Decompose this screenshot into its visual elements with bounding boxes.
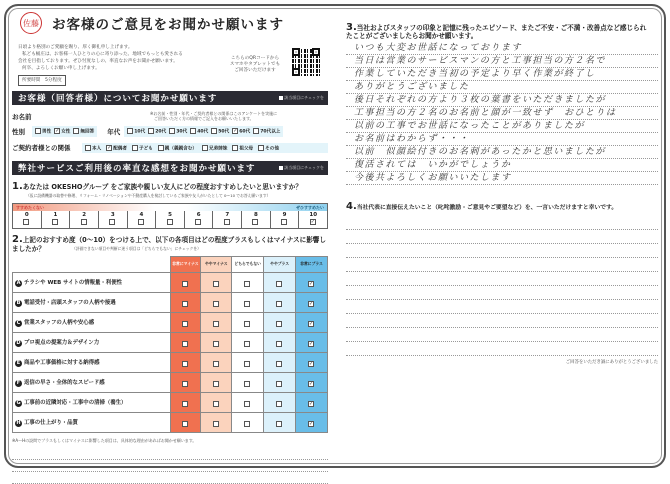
table-row xyxy=(13,293,328,313)
checkbox-checked[interactable]: ✓ xyxy=(233,128,238,134)
row-label-text: 工事前の近隣対応・工事中の清掃（養生） xyxy=(24,400,127,406)
letter-badge-icon: C xyxy=(16,320,21,326)
scale-option-5[interactable] xyxy=(155,211,184,228)
q4-answer[interactable] xyxy=(346,216,658,356)
cell[interactable] xyxy=(201,273,232,293)
scale-option-4[interactable] xyxy=(127,211,156,228)
letter-badge-icon: H xyxy=(16,420,21,426)
gender-option-male[interactable] xyxy=(35,128,51,135)
age-option[interactable] xyxy=(190,128,208,135)
letter-badge-icon: A xyxy=(16,280,21,286)
column-very-positive: 非常にプラス xyxy=(296,257,328,273)
answer-line[interactable] xyxy=(346,258,658,272)
page-title: お客様のご意見をお聞かせ願います xyxy=(52,17,284,33)
checkbox-checked[interactable]: ✓ xyxy=(309,360,314,367)
checkbox[interactable] xyxy=(276,281,282,287)
checkbox-checked[interactable]: ✓ xyxy=(309,280,314,287)
checkbox[interactable] xyxy=(109,219,115,225)
option-label: 20代 xyxy=(155,129,167,135)
scale-number: 2 xyxy=(82,212,87,218)
table-row xyxy=(13,393,328,413)
answer-line[interactable] xyxy=(346,300,658,314)
qr-finder xyxy=(292,68,300,76)
check-note-text: 該当項目にチェックを xyxy=(284,165,324,170)
checkbox[interactable] xyxy=(211,128,217,134)
scale-number: 10 xyxy=(309,212,318,218)
checkbox[interactable] xyxy=(213,401,219,407)
check-note xyxy=(279,95,324,101)
question-number: 1. xyxy=(12,181,23,192)
row-label xyxy=(13,413,171,433)
age-option[interactable] xyxy=(211,128,229,135)
option-label: 30代 xyxy=(176,129,188,135)
handwritten-line: 工事担当の方２名のお名前と顔が一致せず おひとりは xyxy=(346,107,658,120)
table-header-row xyxy=(13,257,328,273)
question-text: 当社およびスタッフの印象と記憶に残ったエピソード、またご不安・ご不満・改善点など感じられたことがございましたらお聞かせ願います。 xyxy=(346,24,647,40)
option-label: 70代以上 xyxy=(260,129,281,135)
letter-badge-icon: D xyxy=(16,340,21,346)
handwritten-line: いつも大変お世話になっております xyxy=(346,42,658,55)
checkbox[interactable] xyxy=(244,321,250,327)
question-text: 当社代表に直接伝えたいこと（叱咤激励・ご意見やご要望など）を、一言いただけますと幸いです。 xyxy=(356,205,618,211)
checkbox[interactable] xyxy=(182,361,188,367)
cell[interactable] xyxy=(264,393,296,413)
row-label xyxy=(13,373,171,393)
cell[interactable] xyxy=(296,413,328,433)
handwritten-line: 以前の工事でお世話になったことがありましたが xyxy=(346,120,658,133)
scale-number: 4 xyxy=(139,212,144,218)
scale-option-10[interactable] xyxy=(298,211,327,228)
checkbox[interactable] xyxy=(224,219,230,225)
relation-row xyxy=(12,143,328,154)
qr-finder xyxy=(312,48,320,56)
relation-option[interactable] xyxy=(232,145,253,152)
answer-line[interactable] xyxy=(12,472,328,484)
row-label-text: プロ視点の提案力＆デザイン力 xyxy=(24,340,100,346)
answer-line[interactable] xyxy=(346,244,658,258)
question-number: 4. xyxy=(346,201,357,212)
answer-line[interactable] xyxy=(12,448,328,460)
cell[interactable] xyxy=(296,293,328,313)
section-title: 弊社サービスご利用後の率直な感想をお聞かせ願います xyxy=(18,164,256,174)
cell[interactable] xyxy=(232,293,264,313)
left-column xyxy=(12,8,328,484)
checkbox-checked[interactable]: ✓ xyxy=(55,128,60,134)
row-label xyxy=(13,313,171,333)
checkbox[interactable] xyxy=(190,128,196,134)
table-row xyxy=(13,353,328,373)
option-label: 配偶者 xyxy=(113,146,127,151)
survey-header xyxy=(12,8,328,38)
relation-option[interactable] xyxy=(258,145,279,152)
checkbox[interactable] xyxy=(182,401,188,407)
checkbox[interactable] xyxy=(23,219,29,225)
checkbox-checked[interactable]: ✓ xyxy=(309,400,314,407)
checkbox-checked[interactable]: ✓ xyxy=(309,380,314,387)
checkbox[interactable] xyxy=(182,421,188,427)
cell[interactable] xyxy=(232,353,264,373)
name-note-line: ※お名前・性別・年代・ご契約者様との関係はこのアンケートを実施に xyxy=(150,111,278,116)
relation-label: ご契約者様との関係 xyxy=(12,144,71,153)
age-option[interactable] xyxy=(253,128,280,135)
letter-badge-icon: F xyxy=(16,380,21,386)
cell[interactable] xyxy=(170,393,201,413)
checkbox[interactable] xyxy=(244,341,250,347)
option-label: その他 xyxy=(265,146,279,151)
cell[interactable] xyxy=(232,413,264,433)
letter-badge-icon: B xyxy=(16,300,21,306)
checkbox[interactable] xyxy=(132,145,138,151)
intro-line: 日頃より格別のご愛顧を賜り、厚く御礼申し上げます。 xyxy=(18,45,133,50)
cell[interactable] xyxy=(264,413,296,433)
cell[interactable] xyxy=(264,353,296,373)
cell[interactable] xyxy=(170,313,201,333)
cell[interactable] xyxy=(170,353,201,373)
scale-option-0[interactable] xyxy=(13,211,41,228)
scale-number: 9 xyxy=(282,212,287,218)
checkbox[interactable] xyxy=(158,145,164,151)
question-text: あなたは OKESHOグループ をご家族や親しい友人にどの程度おすすめしたいと思いますか？ xyxy=(22,183,302,191)
checkbox[interactable] xyxy=(213,361,219,367)
scale-gradient xyxy=(13,204,327,211)
qr-caption-line: ご回答いただけます xyxy=(234,68,276,73)
checkbox[interactable] xyxy=(182,381,188,387)
checkbox[interactable] xyxy=(167,219,173,225)
cell[interactable] xyxy=(296,353,328,373)
answer-line[interactable] xyxy=(346,342,658,356)
qr-code-icon[interactable] xyxy=(292,48,320,76)
question-text: 上記のおすすめ度（0〜10）をつける上で、以下の各項目はどの程度プラスもしくはマイナスに影響しましたか？ xyxy=(12,236,326,253)
table-row xyxy=(13,273,328,293)
right-column xyxy=(346,8,658,365)
q2-subtext: （評価できない項目や判断に迷う項目は「どちらでもない」にチェックを） xyxy=(72,246,201,251)
checkbox[interactable] xyxy=(195,219,201,225)
handwritten-line: 今後共よろしくお願いいたします xyxy=(346,172,658,185)
cell[interactable] xyxy=(201,293,232,313)
row-label xyxy=(13,393,171,413)
cell[interactable] xyxy=(201,313,232,333)
name-row xyxy=(12,111,328,121)
checkbox[interactable] xyxy=(244,301,250,307)
scale-option-6[interactable] xyxy=(184,211,213,228)
row-label xyxy=(13,293,171,313)
q3-title xyxy=(346,24,658,40)
question-number: 2. xyxy=(12,234,23,245)
cell[interactable] xyxy=(201,373,232,393)
checkbox[interactable] xyxy=(244,381,250,387)
table-row xyxy=(13,373,328,393)
check-note-text: 該当項目にチェックを xyxy=(284,95,324,100)
relation-option[interactable] xyxy=(106,145,127,152)
row-label xyxy=(13,353,171,373)
checkbox[interactable] xyxy=(276,321,282,327)
checkbox[interactable] xyxy=(244,361,250,367)
section-title: お客様（回答者様）についてお聞かせ願います xyxy=(18,94,218,104)
checkbox[interactable] xyxy=(253,128,259,134)
row-label xyxy=(13,333,171,353)
answer-line[interactable] xyxy=(346,328,658,342)
name-note xyxy=(150,111,277,121)
gender-option-none[interactable] xyxy=(73,128,94,135)
qr-caption xyxy=(224,56,286,86)
option-label: 50代 xyxy=(218,129,230,135)
scale-option-9[interactable] xyxy=(270,211,299,228)
option-label: 男性 xyxy=(42,129,52,135)
table-row xyxy=(13,413,328,433)
option-label: 本人 xyxy=(92,146,102,151)
checkbox[interactable] xyxy=(276,381,282,387)
thank-you-note: ご回答をいただき誠にありがとうございました xyxy=(565,360,658,365)
checkbox-checked[interactable]: ✓ xyxy=(309,340,314,347)
checkbox[interactable] xyxy=(281,219,287,225)
qr-finder xyxy=(292,48,300,56)
age-option[interactable] xyxy=(169,128,187,135)
gender-age-row xyxy=(12,126,328,137)
scale-high-label: ぜひすすめたい xyxy=(295,204,324,210)
cell[interactable] xyxy=(170,273,201,293)
option-label: 親（義親含む） xyxy=(164,146,197,151)
cell[interactable] xyxy=(232,273,264,293)
answer-line[interactable] xyxy=(346,216,658,230)
checkbox-checked[interactable]: ✓ xyxy=(309,300,314,307)
option-label: 無回答 xyxy=(80,129,95,135)
check-note-icon xyxy=(279,96,283,100)
row-label-text: 返信の早さ・全体的なスピード感 xyxy=(24,380,105,386)
scale-option-8[interactable] xyxy=(241,211,270,228)
q4-title xyxy=(346,201,658,212)
cell[interactable] xyxy=(264,333,296,353)
handwritten-line: お名前はわからず・・・ xyxy=(346,133,658,146)
relation-option[interactable] xyxy=(85,145,101,152)
handwritten-line: 復活されては いかがでしょうか xyxy=(346,159,658,172)
cell[interactable] xyxy=(170,413,201,433)
cell[interactable] xyxy=(232,393,264,413)
q1-title xyxy=(12,181,328,192)
age-label: 年代 xyxy=(107,127,121,136)
checkbox[interactable] xyxy=(244,401,250,407)
option-label: 60代 xyxy=(239,129,251,135)
gender-options xyxy=(32,126,97,137)
checkbox-checked[interactable]: ✓ xyxy=(310,219,315,225)
handwritten-line: 以前 似顔絵付きのお名刺があったかと思いましたが xyxy=(346,146,658,159)
scale-number: 8 xyxy=(254,212,258,218)
scale-option-2[interactable] xyxy=(69,211,98,228)
cell[interactable] xyxy=(232,333,264,353)
column-slightly-positive: ややプラス xyxy=(264,257,296,273)
cell[interactable] xyxy=(170,373,201,393)
scale-option-3[interactable] xyxy=(98,211,127,228)
row-label-text: 電話受付・店頭スタッフの人柄や接遇 xyxy=(24,300,116,306)
checkbox[interactable] xyxy=(182,301,188,307)
checkbox[interactable] xyxy=(182,341,188,347)
name-note-line: ご回答いただく方の情報でご記入をお願いいたします。 xyxy=(154,116,254,121)
checkbox[interactable] xyxy=(85,145,91,151)
scale-number: 5 xyxy=(168,212,172,218)
checkbox[interactable] xyxy=(202,145,208,151)
scale-option-7[interactable] xyxy=(212,211,241,228)
gender-label: 性別 xyxy=(12,127,25,136)
q2-footnote: ※A〜Hの設問でプラスもしくはマイナスに影響した項目は、具体的な理由があればお聞かせ願います。 xyxy=(12,438,197,443)
stamp-text: 佐藤 xyxy=(23,18,39,28)
checkbox[interactable] xyxy=(276,421,282,427)
qr-caption-line: スマホやタブレットでも xyxy=(229,62,281,67)
checkbox[interactable] xyxy=(276,401,282,407)
checkbox[interactable] xyxy=(276,301,282,307)
cell[interactable] xyxy=(232,313,264,333)
checkbox-checked[interactable]: ✓ xyxy=(309,320,314,327)
letter-badge-icon: G xyxy=(16,400,21,406)
row-label-text: 商品や工事価格に対する納得感 xyxy=(24,360,100,366)
answer-line[interactable] xyxy=(346,314,658,328)
section-respondent-header xyxy=(12,91,328,105)
q1-subtext: （仮に設備機器の取替や修理、リフォーム・リノベーションや不動産購入を検討しているご家族や友人がいたとして 0〜10 でお答え願います） xyxy=(26,193,271,198)
checkbox-checked[interactable]: ✓ xyxy=(309,420,314,427)
column-slightly-negative: ややマイナス xyxy=(201,257,232,273)
checkbox[interactable] xyxy=(52,219,58,225)
impact-table xyxy=(12,256,328,433)
answer-line[interactable] xyxy=(12,460,328,472)
row-label xyxy=(13,273,171,293)
row-label-text: 工事の仕上がり・品質 xyxy=(24,420,78,426)
age-option[interactable] xyxy=(148,128,166,135)
checkbox[interactable] xyxy=(258,145,264,151)
cell[interactable] xyxy=(296,393,328,413)
relation-options xyxy=(82,143,328,154)
column-neutral: どちらでもない xyxy=(232,257,264,273)
checkbox[interactable] xyxy=(182,281,188,287)
answer-line[interactable] xyxy=(346,272,658,286)
cell[interactable] xyxy=(201,353,232,373)
checkbox[interactable] xyxy=(213,321,219,327)
answer-line[interactable] xyxy=(346,230,658,244)
check-note-icon xyxy=(279,166,283,170)
handwritten-line: ありがとうございました xyxy=(346,81,658,94)
checkbox[interactable] xyxy=(138,219,144,225)
checkbox[interactable] xyxy=(127,128,133,134)
cell[interactable] xyxy=(201,393,232,413)
relation-option[interactable] xyxy=(132,145,153,152)
table-row xyxy=(13,313,328,333)
check-note xyxy=(279,165,324,171)
letter-badge-icon: E xyxy=(16,360,21,366)
handwritten-line: 当日は営業のサービスマンの方と工事担当の方２名で xyxy=(346,55,658,68)
option-label: 40代 xyxy=(197,129,209,135)
cell[interactable] xyxy=(232,373,264,393)
checkbox[interactable] xyxy=(244,421,250,427)
cell[interactable] xyxy=(264,373,296,393)
time-badge: 所要時間 5分程度 xyxy=(18,75,66,86)
checkbox[interactable] xyxy=(213,341,219,347)
cell[interactable] xyxy=(296,313,328,333)
age-options xyxy=(124,126,283,137)
checkbox[interactable] xyxy=(244,281,250,287)
checkbox[interactable] xyxy=(35,128,41,134)
checkbox[interactable] xyxy=(81,219,87,225)
cell[interactable] xyxy=(264,313,296,333)
scale-number: 1 xyxy=(53,212,58,218)
scale-cells xyxy=(13,211,327,228)
option-label: 10代 xyxy=(134,129,146,135)
intro-line: 私ども桶庄は、お客様一人ひとりの心に寄り添った、地域でもっとも愛される xyxy=(22,52,183,57)
checkbox[interactable] xyxy=(73,128,79,134)
scale-number: 6 xyxy=(196,212,201,218)
scale-low-label: すすめたくない xyxy=(16,204,45,210)
cell[interactable] xyxy=(296,333,328,353)
option-label: 子ども xyxy=(139,146,153,151)
question-number: 3. xyxy=(346,22,357,33)
qr-caption-line: こちらのQRコードから xyxy=(230,56,280,61)
checkbox[interactable] xyxy=(213,301,219,307)
cell[interactable] xyxy=(296,373,328,393)
scale-number: 7 xyxy=(225,212,230,218)
cell[interactable] xyxy=(264,273,296,293)
handwritten-line: 後日それぞれの方より３枚の葉書をいただきましたが xyxy=(346,94,658,107)
scale-option-1[interactable] xyxy=(41,211,70,228)
cell[interactable] xyxy=(170,293,201,313)
age-option[interactable] xyxy=(127,128,145,135)
checkbox[interactable] xyxy=(252,219,258,225)
scale-number: 3 xyxy=(110,212,115,218)
answer-line[interactable] xyxy=(346,286,658,300)
checkbox[interactable] xyxy=(169,128,175,134)
cell[interactable] xyxy=(201,333,232,353)
cell[interactable] xyxy=(170,333,201,353)
scale-number: 0 xyxy=(24,212,29,218)
checkbox[interactable] xyxy=(182,321,188,327)
checkbox[interactable] xyxy=(232,145,238,151)
row-label-text: 営業スタッフの人柄や安心感 xyxy=(24,320,95,326)
column-very-negative: 非常にマイナス xyxy=(170,257,201,273)
recommendation-scale xyxy=(12,203,328,229)
empty-header xyxy=(13,257,171,273)
checkbox[interactable] xyxy=(276,361,282,367)
intro xyxy=(12,44,328,86)
checkbox[interactable] xyxy=(213,281,219,287)
intro-line: 会社を目指しております。ぜひ忖度なしの、率直なお声をお聞かせ願います。 xyxy=(18,59,178,64)
cell[interactable] xyxy=(296,273,328,293)
row-label-text: チラシや WEB サイトの情報量・利便性 xyxy=(24,280,122,286)
checkbox[interactable] xyxy=(148,128,154,134)
cell[interactable] xyxy=(201,413,232,433)
q3-answer[interactable] xyxy=(346,42,658,185)
relation-option[interactable] xyxy=(202,145,227,152)
section-feedback-header xyxy=(12,161,328,175)
name-label: お名前 xyxy=(12,112,32,121)
option-label: 祖父母 xyxy=(239,146,254,151)
relation-option[interactable] xyxy=(158,145,197,152)
intro-text xyxy=(12,44,212,86)
checkbox-checked[interactable]: ✓ xyxy=(107,144,112,151)
option-label: 兄弟姉妹 xyxy=(208,146,228,151)
checkbox[interactable] xyxy=(213,381,219,387)
cell[interactable] xyxy=(264,293,296,313)
checkbox[interactable] xyxy=(276,341,282,347)
option-label: 女性 xyxy=(61,129,71,135)
checkbox[interactable] xyxy=(213,421,219,427)
handwritten-line: 作業していただき当初の予定より早く作業が終了し xyxy=(346,68,658,81)
table-row xyxy=(13,333,328,353)
intro-line: 何卒、よろしくお願い申し上げます。 xyxy=(22,66,100,71)
name-stamp xyxy=(20,12,42,34)
age-option[interactable] xyxy=(232,128,250,135)
gender-option-female[interactable] xyxy=(54,128,70,135)
